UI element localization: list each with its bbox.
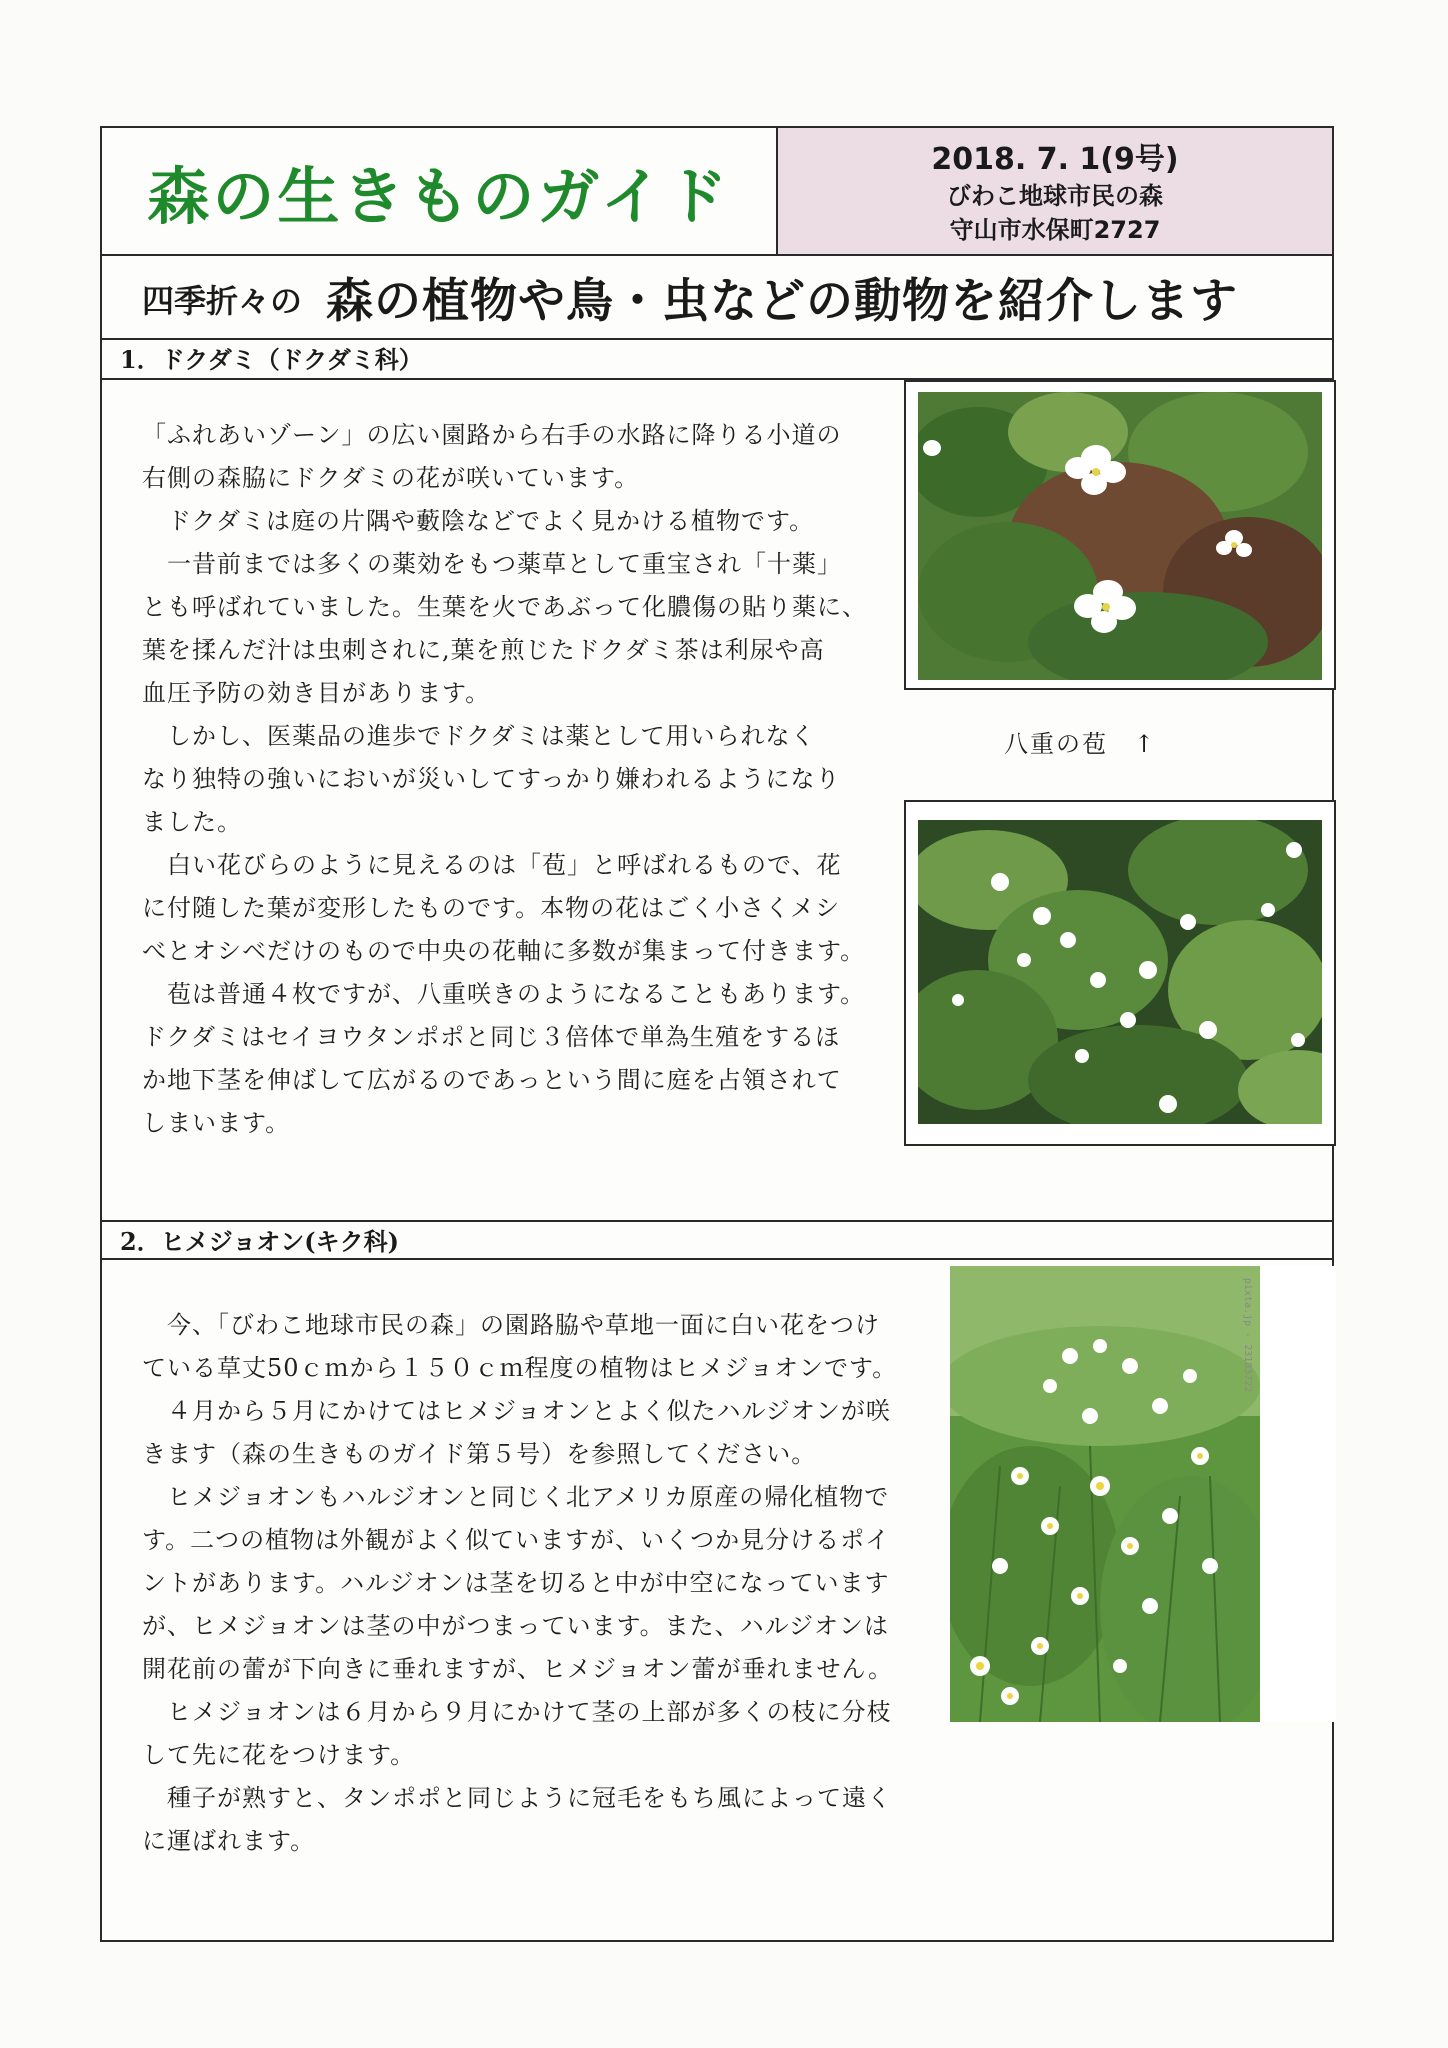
article-line: 「ふれあいゾーン」の広い園路から右手の水路に降りる小道の bbox=[142, 421, 842, 449]
article-line: に付随した葉が変形したものです。本物の花はごく小さくメシ bbox=[142, 894, 841, 922]
himejoon-photo-image bbox=[950, 1266, 1260, 1722]
article-line: しまいます。 bbox=[142, 1109, 291, 1137]
organization-name: びわこ地球市民の森 bbox=[947, 182, 1163, 210]
article-line: べとオシベだけのもので中央の花軸に多数が集まって付きます。 bbox=[142, 937, 866, 965]
tagline-main: 森の植物や鳥・虫などの動物を紹介します bbox=[326, 274, 1238, 329]
newsletter-sheet bbox=[100, 126, 1334, 1942]
dokudami-photo-1-image bbox=[918, 392, 1322, 680]
himejoon-photo bbox=[950, 1266, 1336, 1722]
dokudami-article bbox=[142, 414, 972, 1145]
article-line: 苞は普通４枚ですが、八重咲きのようになることもあります。 bbox=[142, 980, 866, 1008]
section-heading-dokudami: 1．ドクダミ（ドクダミ科） bbox=[102, 340, 1332, 380]
article-line: ヒメジョオンもハルジオンと同じく北アメリカ原産の帰化植物で bbox=[142, 1483, 890, 1511]
article-line: ました。 bbox=[142, 808, 242, 836]
header bbox=[102, 128, 1332, 256]
article-line: ４月から５月にかけてはヒメジョオンとよく似たハルジオンが咲 bbox=[142, 1397, 891, 1425]
section-heading-himejoon: 2．ヒメジョオン(キク科) bbox=[102, 1220, 1332, 1260]
article-line: に運ばれます。 bbox=[142, 1827, 316, 1855]
issue-info bbox=[778, 128, 1332, 254]
article-line: ヒメジョオンは６月から９月にかけて茎の上部が多くの枝に分枝 bbox=[142, 1698, 892, 1726]
article-line: きます（森の生きものガイド第５号）を参照してください。 bbox=[142, 1440, 817, 1468]
article-line: 今、「びわこ地球市民の森」の園路脇や草地一面に白い花をつけ bbox=[142, 1311, 880, 1339]
article-line: 右側の森脇にドクダミの花が咲いています。 bbox=[142, 464, 640, 492]
article-line: 開花前の蕾が下向きに垂れますが、ヒメジョオン蕾が垂れません。 bbox=[142, 1655, 893, 1683]
dokudami-double-bract-photo bbox=[904, 380, 1336, 690]
article-line: 葉を揉んだ汁は虫刺されに,葉を煎じたドクダミ茶は利尿や高 bbox=[142, 636, 825, 664]
article-line: す。二つの植物は外観がよく似ていますが、いくつか見分けるポイ bbox=[142, 1526, 891, 1554]
dokudami-photo-2-image bbox=[918, 820, 1322, 1124]
article-line: 一昔前までは多くの薬効をもつ薬草として重宝され「十薬」 bbox=[142, 550, 842, 578]
article-line: ている草丈50ｃｍから１５０ｃｍ程度の植物はヒメジョオンです。 bbox=[142, 1354, 898, 1382]
newsletter-title: 森の生きものガイド bbox=[102, 128, 778, 254]
article-line: 血圧予防の効き目があります。 bbox=[142, 679, 491, 707]
dokudami-cluster-photo bbox=[904, 800, 1336, 1146]
tagline-prefix: 四季折々の bbox=[142, 282, 303, 320]
himejoon-article bbox=[142, 1304, 1002, 1863]
article-line: 白い花びらのように見えるのは「苞」と呼ばれるもので、花 bbox=[142, 851, 842, 879]
organization-address: 守山市水保町2727 bbox=[949, 216, 1161, 244]
article-line: ドクダミは庭の片隅や藪陰などでよく見かける植物です。 bbox=[142, 507, 815, 535]
article-line: して先に花をつけます。 bbox=[142, 1741, 416, 1769]
tagline bbox=[102, 256, 1332, 340]
stock-photo-watermark: pixta.jp - 23183722 bbox=[1242, 1278, 1253, 1393]
article-line: が、ヒメジョオンは茎の中がつまっています。また、ハルジオンは bbox=[142, 1612, 889, 1640]
article-line: か地下茎を伸ばして広がるのであっという間に庭を占領されて bbox=[142, 1066, 842, 1094]
photo-caption: 八重の苞 ↑ bbox=[1004, 730, 1157, 758]
article-line: 種子が熟すと、タンポポと同じように冠毛をもち風によって遠く bbox=[142, 1784, 892, 1812]
article-line: ドクダミはセイヨウタンポポと同じ３倍体で単為生殖をするほ bbox=[142, 1023, 841, 1051]
article-line: なり独特の強いにおいが災いしてすっかり嫌われるようになり bbox=[142, 765, 841, 793]
article-line: とも呼ばれていました。生葉を火であぶって化膿傷の貼り薬に、 bbox=[142, 593, 867, 621]
issue-date: 2018. 7. 1(9号) bbox=[931, 142, 1179, 177]
article-line: ントがあります。ハルジオンは茎を切ると中が中空になっています bbox=[142, 1569, 890, 1597]
article-line: しかし、医薬品の進歩でドクダミは薬として用いられなく bbox=[142, 722, 816, 750]
